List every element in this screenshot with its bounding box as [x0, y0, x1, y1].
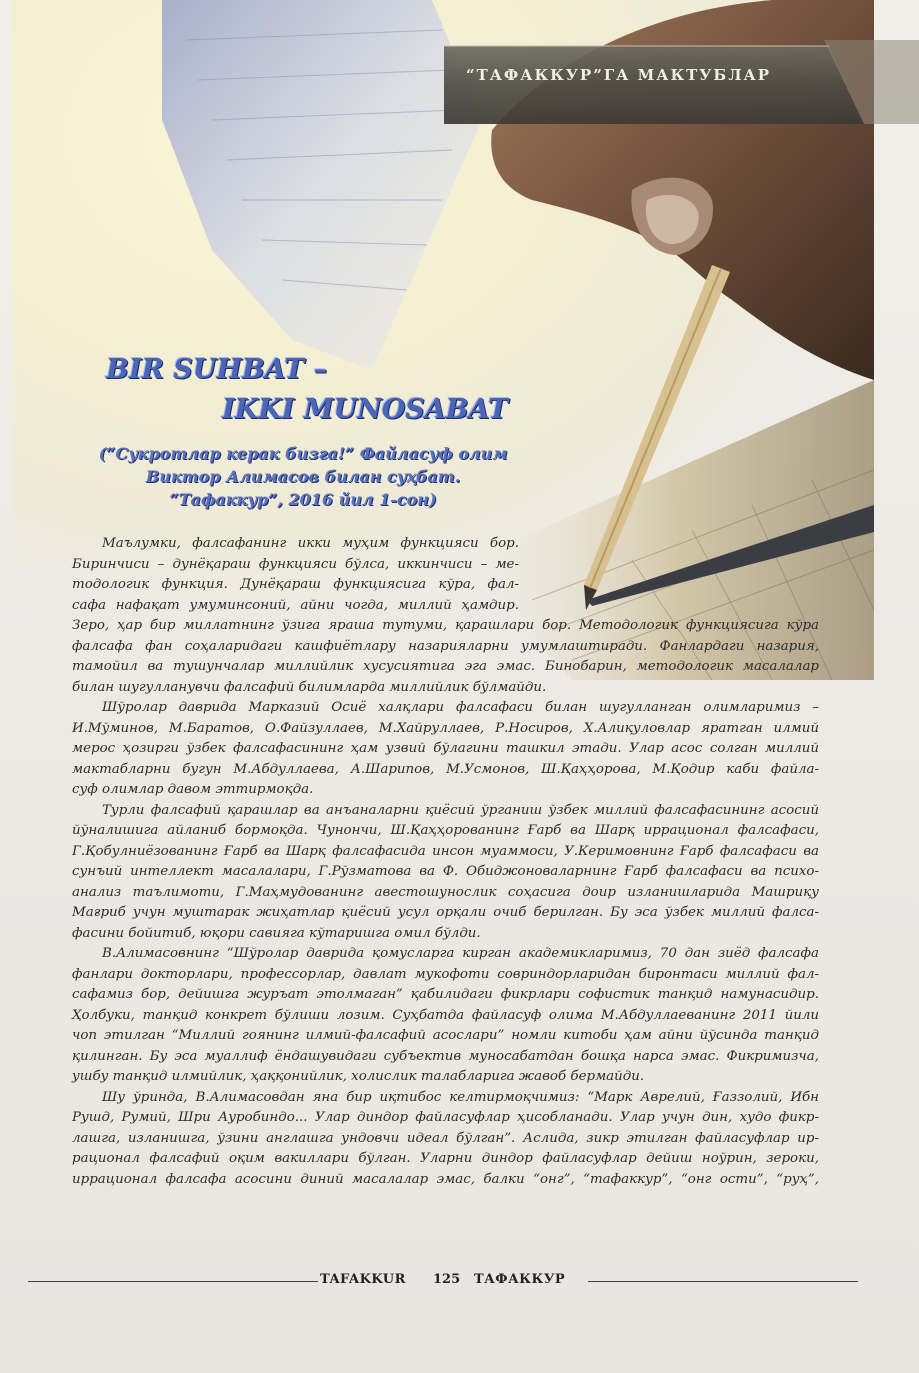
body-line: Г.Қобулниёзованинг Ғарб ва Шарқ фалсафасида инсон муаммоси, У.Керимовнинг Ғарб фалсафаси ва: [72, 843, 819, 859]
body-line: Рушд, Румий, Шри Ауробиндо... Улар диндор файласуфлар ҳисобланади. Улар учун дин, худо фикр-: [72, 1110, 819, 1125]
subtitle-line: (“Сукротлар керак бизга!” Файласуф олим: [98, 444, 508, 463]
body-line: анализ таълимоти, Г.Маҳмудованинг авестошунослик соҳасига доир изланишларида Машриқу: [72, 884, 819, 900]
body-line: чоп этилган “Миллий гоянинг илмий-фалсафий асослари” номли китоби ҳам айни йўсинда танқид: [72, 1028, 819, 1043]
body-line: тодологик функция. Дунёқараш функциясига кўра, фал-: [72, 577, 519, 592]
body-line: Шўролар даврида Марказий Осиё халқлари фалсафаси билан шугулланган олимларимиз –: [102, 700, 819, 715]
body-line: Ҳолбуки, танқид конкрет бўлиши лозим. Суҳбатда файласуф олима М.Абдуллаеванинг 2011 йили: [72, 1007, 819, 1023]
body-line: мерос ҳозирги ўзбек фалсафасининг ҳам узвий бўлагини ташкил этади. Улар асос солган миллий: [72, 741, 819, 756]
body-line: В.Алимасовнинг “Шўролар даврида қомусларга кирган академикларимиз, 70 дан зиёд фалсафа: [102, 946, 819, 961]
body-line: рационал фалсафий оқим вакиллари бўлган. Уларни диндор файласуфлар дейиш ноўрин, зероки,: [72, 1151, 819, 1166]
body-line: мактабларни бугун М.Абдуллаева, А.Шарипов, М.Усмонов, Ш.Қаҳҳорова, М.Қодир каби файла-: [72, 761, 819, 777]
body-line: Турли фалсафий қарашлар ва анъаналарни қиёсий ўрганиш ўзбек миллий фалсафасининг асосий: [102, 802, 819, 818]
section-title: “ТАФАККУР”ГА МАКТУБЛАР: [466, 66, 771, 84]
headline-line-1: BIR SUHBAT –: [106, 354, 328, 385]
footer-rule-left: [28, 1281, 318, 1282]
headline-line-2: IKKI MUNOSABAT: [222, 394, 509, 425]
body-line: Шу ўринда, В.Алимасовдан яна бир иқтибос келтирмоқчимиз: “Марк Аврелий, Ғаззолий, Ибн: [102, 1089, 819, 1105]
body-line: иррационал фалсафа асосини диний масалалар эмас, балки “онг”, “тафаккур”, “онг ости”, “руҳ”,: [72, 1171, 819, 1187]
body-line: қилинган. Бу эса муаллиф ёндашувидаги субъектив муносабатдан бошқа нарса эмас. Фикримизча,: [72, 1048, 819, 1064]
subtitle-line: “Тафаккур”, 2016 йил 1-сон): [169, 490, 437, 509]
body-line: лашга, изланишга, ўзини англашга ундовчи идеал бўлган”. Аслида, зикр этилган файласуфлар ир-: [72, 1130, 819, 1146]
body-line: Биринчиси – дунёқараш функцияси бўлса, иккинчиси – ме-: [72, 556, 519, 572]
body-line: тамойил ва тушунчалар миллийлик хусусиятига эга эмас. Бинобарин, методологик масалалар: [72, 659, 819, 674]
footer-magazine-latin: TAFAKKUR: [320, 1272, 406, 1287]
body-line: ушбу танқид илмийлик, ҳаққонийлик, холислик талабларига жавоб бермайди.: [72, 1069, 645, 1084]
article-subtitle: [78, 442, 528, 511]
footer-rule-right: [588, 1281, 858, 1282]
body-line: сафамиз бор, дейишга журъат этолмаган” қабилидаги фикрлари софистик танқид намунасидир.: [72, 987, 819, 1002]
body-line: фасини бойитиб, юқори савияга кўтаришга омил бўлди.: [72, 925, 481, 941]
body-line: И.Мўминов, М.Баратов, О.Файзуллаев, М.Хайруллаев, Р.Носиров, Х.Алиқуловлар яратган илмий: [72, 720, 819, 736]
body-line: суф олимлар давом эттирмоқда.: [72, 782, 314, 797]
body-line: йўналишига айланиб бормоқда. Чунончи, Ш.Қаҳҳорованинг Ғарб ва Шарқ иррационал фалсафаси,: [72, 823, 819, 838]
body-line: фалсафа фан соҳаларидаги кашфиётлару назарияларни умумлаштиради. Фанлардаги назария,: [72, 638, 819, 654]
subtitle-line: Виктор Алимасов билан суҳбат.: [145, 467, 461, 486]
body-line: билан шугулланувчи фалсафий билимларда миллийлик бўлмайди.: [72, 679, 547, 695]
body-line: Мағриб учун муштарак жиҳатлар қиёсий усул орқали очиб берилган. Бу эса ўзбек миллий фалса-: [72, 905, 819, 920]
article-headline: [98, 350, 518, 430]
page-number: 125: [433, 1272, 461, 1287]
body-line: Зеро, ҳар бир миллатнинг ўзига яраша тутуми, қарашлари бор. Методологик функциясига кўра: [72, 618, 819, 633]
page-footer: [28, 1270, 858, 1294]
article-body: [72, 534, 819, 1190]
body-line: фанлари докторлари, профессорлар, давлат мукофоти совриндорларидан биронтаси миллий фал-: [72, 966, 819, 982]
body-line: сафа нафақат умуминсоний, айни чогда, миллий ҳамдир.: [72, 597, 519, 613]
footer-magazine-cyrillic: ТАФАККУР: [474, 1272, 566, 1287]
body-line: сунъий интеллект масалалари, Г.Рўзматова ва Ф. Обиджоноваларнинг Ғарб фалсафаси ва психо-: [72, 864, 819, 879]
body-line: Маълумки, фалсафанинг икки муҳим функцияси бор.: [102, 536, 519, 551]
